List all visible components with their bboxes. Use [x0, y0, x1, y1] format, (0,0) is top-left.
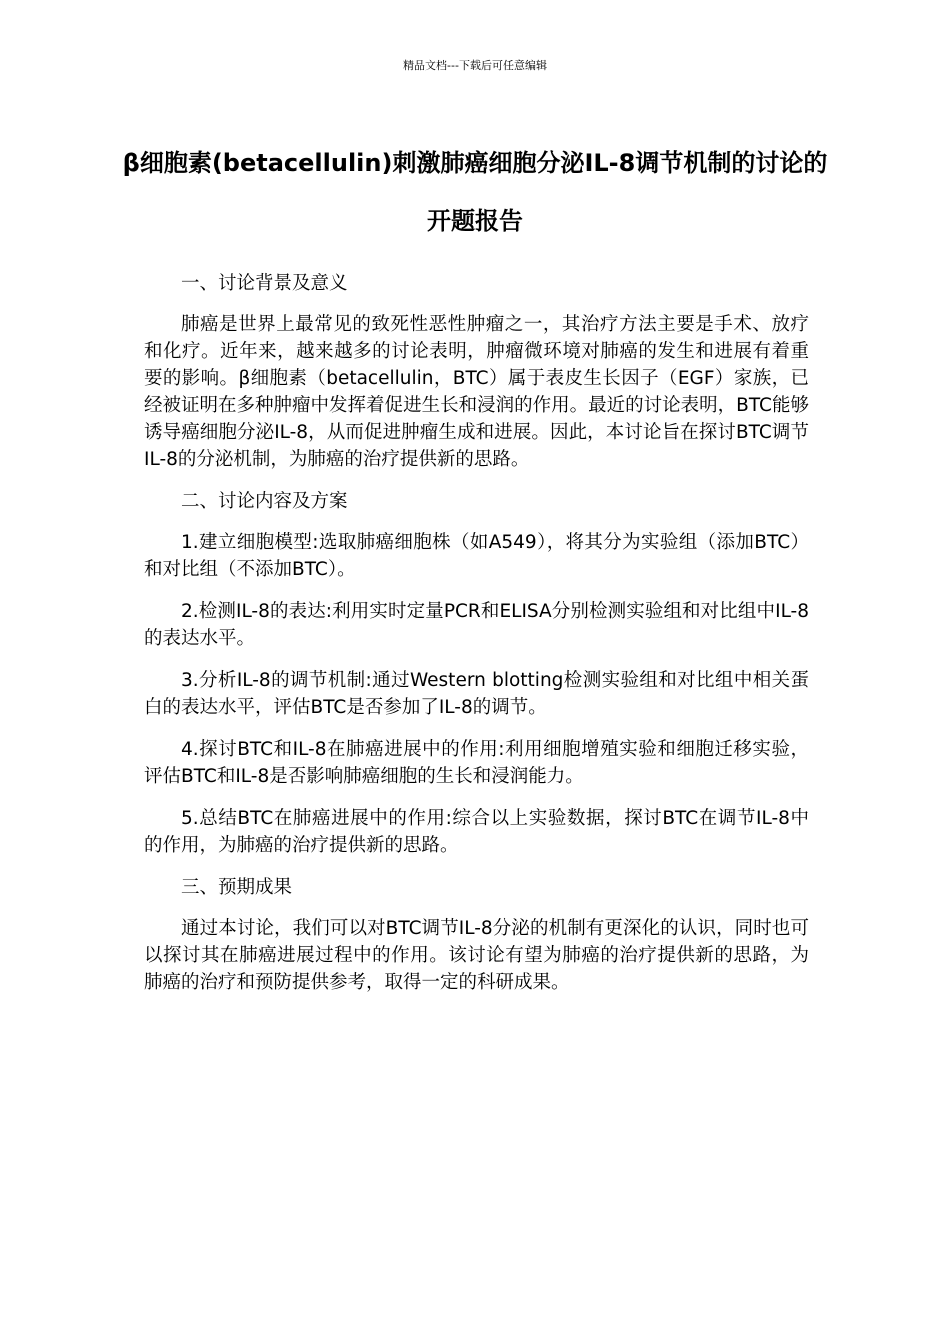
plan-item-1: 1.建立细胞模型:选取肺癌细胞株（如A549），将其分为实验组（添加BTC）和对比组（不添加BTC）。	[144, 532, 809, 580]
header-note: 精品文档---下载后可任意编辑	[403, 59, 547, 72]
plan-item-2: 2.检测IL-8的表达:利用实时定量PCR和ELISA分别检测实验组和对比组中IL-8的表达水平。	[144, 601, 809, 649]
section-heading-expected-results: 三、预期成果	[181, 877, 293, 898]
document-title: β细胞素(betacellulin)刺激肺癌细胞分泌IL-8调节机制的讨论的开题报告	[122, 149, 828, 235]
plan-item-3: 3.分析IL-8的调节机制:通过Western blotting检测实验组和对比组中相关蛋白的表达水平，评估BTC是否参加了IL-8的调节。	[144, 670, 809, 718]
paragraph-expected-results: 通过本讨论，我们可以对BTC调节IL-8分泌的机制有更深化的认识，同时也可以探讨其在肺癌进展过程中的作用。该讨论有望为肺癌的治疗提供新的思路，为肺癌的治疗和预防提供参考，取得一定的科研成果。	[144, 918, 809, 993]
document-body	[144, 270, 809, 1011]
paragraph-background: 肺癌是世界上最常见的致死性恶性肿瘤之一，其治疗方法主要是手术、放疗和化疗。近年来，越来越多的讨论表明，肿瘤微环境对肺癌的发生和进展有着重要的影响。β细胞素（betacellulin，BTC）属于表皮生长因子（EGF）家族，已经被证明在多种肿瘤中发挥着促进生长和浸润的作用。最近的讨论表明，BTC能够诱导癌细胞分泌IL-8，从而促进肿瘤生成和进展。因此，本讨论旨在探讨BTC调节IL-8的分泌机制，为肺癌的治疗提供新的思路。	[144, 314, 809, 470]
section-heading-content-plan: 二、讨论内容及方案	[181, 491, 348, 512]
plan-item-5: 5.总结BTC在肺癌进展中的作用:综合以上实验数据，探讨BTC在调节IL-8中的作用，为肺癌的治疗提供新的思路。	[144, 808, 809, 856]
section-heading-background: 一、讨论背景及意义	[181, 273, 348, 294]
plan-item-4: 4.探讨BTC和IL-8在肺癌进展中的作用:利用细胞增殖实验和细胞迁移实验，评估BTC和IL-8是否影响肺癌细胞的生长和浸润能力。	[144, 739, 809, 787]
